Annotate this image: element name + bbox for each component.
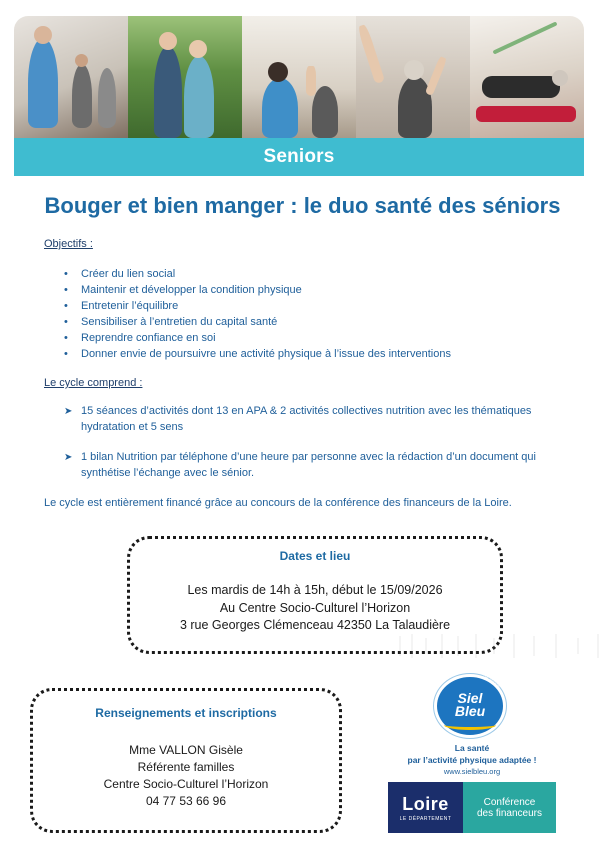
cycle-item-line: 1 bilan Nutrition par téléphone d’une heure par personne avec la rédaction d’un document qui [81,451,536,463]
contact-role: Référente familles [137,760,235,774]
conference-financeurs-block [463,782,556,833]
objective-item: • Reprendre confiance en soi [64,330,451,346]
banner-title-bar [14,138,584,176]
cycle-item [64,450,574,481]
loire-word: Loire [402,793,449,814]
objective-item: • Sensibiliser à l’entretien du capital santé [64,314,451,330]
raised-arms-photo [242,16,356,138]
floor-exercise-photo [470,16,584,138]
loire-logo [388,782,556,833]
objective-item: • Entretenir l’équilibre [64,298,451,314]
loire-department-label: LE DÉPARTEMENT [399,815,452,822]
siel-bleu-name [422,692,518,718]
financeurs-label: des financeurs [476,807,543,819]
siel-bleu-name-line: Siel [457,690,483,706]
walking-couple-photo [128,16,242,138]
objectives-label: Objectifs : [44,238,93,250]
dates-lines [130,582,500,635]
objectives-list [64,266,451,363]
contact-heading: Renseignements et inscriptions [95,706,277,720]
contact-name: Mme VALLON Gisèle [129,743,243,757]
objective-item: • Maintenir et développer la condition physique [64,282,451,298]
arrow-bullet-icon: ➤ [64,406,73,417]
conference-label: Conférence [483,796,536,808]
swoosh-icon [444,720,496,730]
siel-bleu-tagline: La santé [454,743,490,753]
dates-line: 3 rue Georges Clémenceau 42350 La Talaudière [179,618,451,632]
objective-item: • Créer du lien social [64,266,451,282]
page-title: Bouger et bien manger : le duo santé des séniors [44,193,561,218]
header-banner [14,16,584,176]
cycle-list [64,404,574,496]
contact-place: Centre Socio-Culturel l’Horizon [103,777,269,791]
funding-note: Le cycle est entièrement financé grâce au concours de la conférence des financeurs de la Loire. [44,497,512,509]
siel-bleu-logo [422,667,522,744]
cycle-item-line: 15 séances d’activités dont 13 en APA & 2 activités collectives nutrition avec les thématiques [81,405,532,417]
siel-bleu-tagline: par l’activité physique adaptée ! [407,755,537,765]
cycle-label: Le cycle comprend : [44,377,143,389]
loire-department-block [388,782,463,833]
dates-line: Au Centre Socio-Culturel l’Horizon [219,600,411,615]
cycle-item-line: synthétise l’échange avec le sénior. [81,466,255,479]
siel-bleu-association: ASSOCIATION [477,667,502,690]
seated-stretch-photo [356,16,470,138]
cycle-item-line: hydratation et 5 sens [81,420,184,433]
siel-bleu-url: www.sielbleu.org [443,767,501,776]
dates-heading: Dates et lieu [279,549,351,563]
photo-strip [14,16,584,138]
siel-bleu-name-line: Bleu [454,703,486,719]
banner-title: Seniors [263,146,335,167]
faint-background-marks [398,632,605,660]
contact-lines [33,742,339,810]
dates-line: Les mardis de 14h à 15h, début le 15/09/2026 [187,583,443,597]
arrow-bullet-icon: ➤ [64,452,73,463]
contact-box [30,688,342,833]
cycle-item [64,404,574,435]
contact-phone: 04 77 53 66 96 [145,794,227,808]
group-exercise-photo [14,16,128,138]
objective-item: • Donner envie de poursuivre une activité physique à l’issue des interventions [64,346,451,362]
